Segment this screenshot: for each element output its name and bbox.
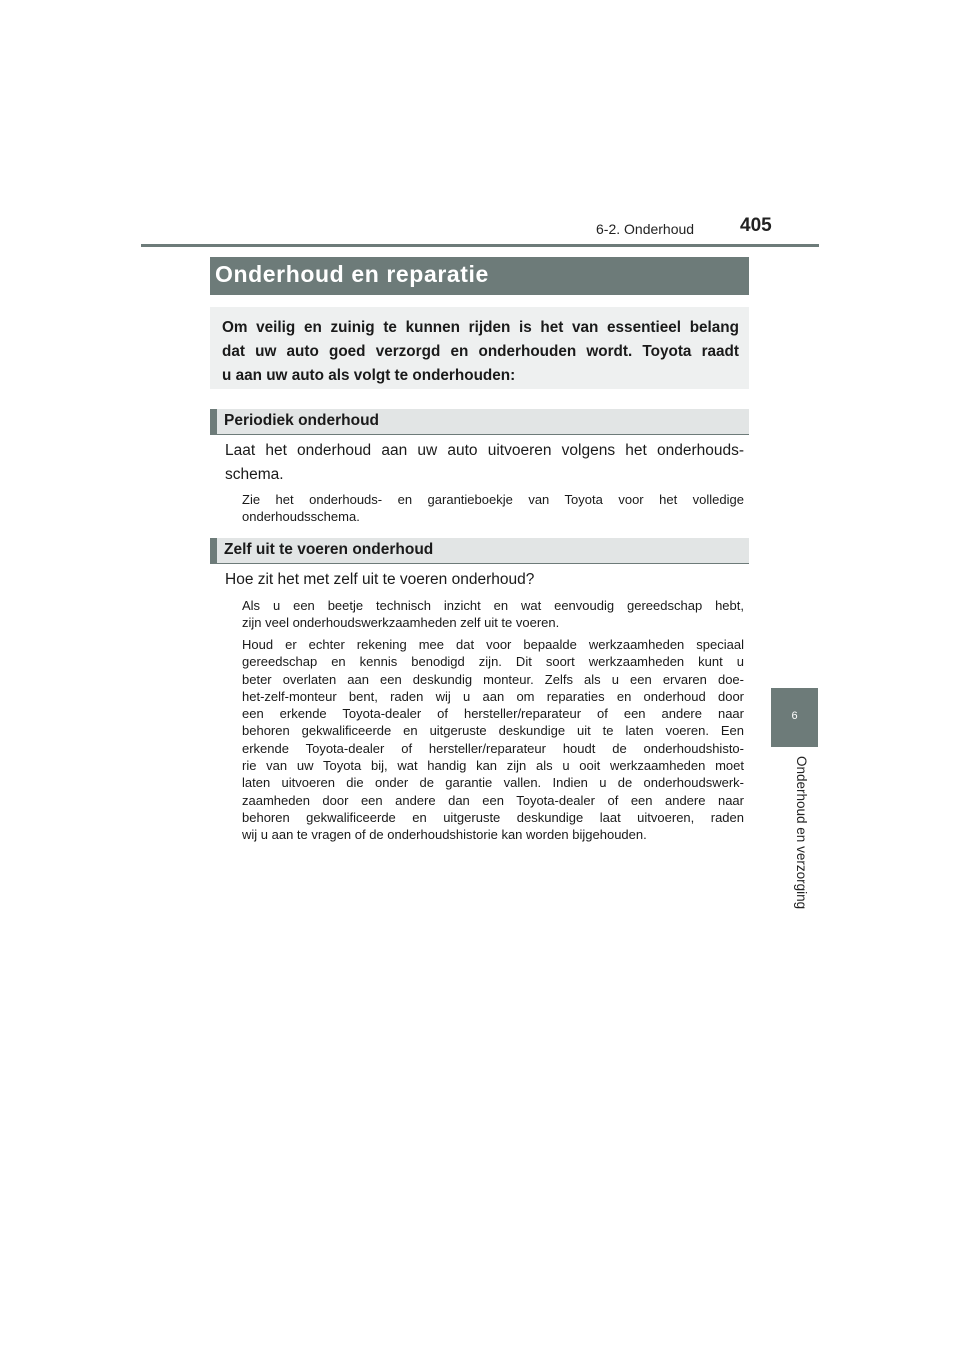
note-line: erkende Toyota-dealer of hersteller/reparateur houdt de onderhoudshisto- (242, 740, 744, 756)
note-line: rie van uw Toyota bij, wat handig kan zijn als u ooit werkzaamheden moet (242, 758, 744, 774)
note-line: onderhoudsschema. (242, 509, 360, 525)
body-line: Hoe zit het met zelf uit te voeren onderhoud? (225, 571, 535, 588)
note-line: behoren gekwalificeerde en uitgeruste deskundige laat uitvoeren, raden (242, 809, 744, 825)
intro-line: Om veilig en zuinig te kunnen rijden is het van essentieel belang (222, 319, 739, 336)
page-number: 405 (740, 215, 772, 236)
note-line: wij u aan te vragen of de onderhoudshistorie kan worden bijgehouden. (242, 827, 647, 843)
intro-line: dat uw auto goed verzorgd en onderhouden wordt. Toyota raadt (222, 343, 739, 360)
note-line: Als u een beetje technisch inzicht en wat eenvoudig gereedschap hebt, (242, 598, 744, 613)
section1-body (225, 439, 744, 487)
page-title: Onderhoud en reparatie (210, 257, 749, 295)
section2-note1 (242, 597, 744, 632)
note-line: zijn veel onderhoudswerkzaamheden zelf uit te voeren. (242, 615, 560, 631)
section-heading-periodic: Periodiek onderhoud (210, 409, 749, 435)
chapter-tab-label: Onderhoud en verzorging (794, 756, 809, 910)
body-line: schema. (225, 466, 284, 483)
section-heading-diy: Zelf uit te voeren onderhoud (210, 538, 749, 564)
chapter-tab-number: 6 (791, 710, 798, 722)
chapter-tab (771, 688, 818, 747)
note-line: het-zelf-monteur bent, raden wij u aan om reparaties en onderhoud door (242, 688, 744, 704)
header-rule (141, 244, 819, 247)
note-line: een erkende Toyota-dealer of hersteller/reparateur of een andere naar (242, 706, 744, 722)
note-line: beter overlaten aan een deskundig monteur. Zelfs als u een ervaren doe- (242, 671, 744, 687)
note-line: Zie het onderhouds- en garantieboekje van Toyota voor het volledige (242, 492, 744, 507)
intro-box (210, 307, 749, 389)
section1-note (242, 491, 744, 526)
note-line: Houd er echter rekening mee dat voor bepaalde werkzaamheden speciaal (242, 637, 744, 652)
note-line: gereedschap en kennis benodigd zijn. Dit soort werkzaamheden kunt u (242, 654, 744, 670)
section2-note2 (242, 636, 744, 844)
section2-body (225, 568, 744, 592)
intro-line: u aan uw auto als volgt te onderhouden: (222, 367, 516, 384)
note-line: zaamheden door een andere dan een Toyota-dealer of een andere naar (242, 792, 744, 808)
note-line: laten uitvoeren die onder de garantie vallen. Indien u de onderhoudswerk- (242, 775, 744, 791)
note-line: behoren gekwalificeerde en uitgeruste deskundige uit te laten voeren. Een (242, 723, 744, 739)
body-line: Laat het onderhoud aan uw auto uitvoeren volgens het onderhouds- (225, 442, 744, 459)
running-header-section: 6-2. Onderhoud (596, 221, 695, 237)
